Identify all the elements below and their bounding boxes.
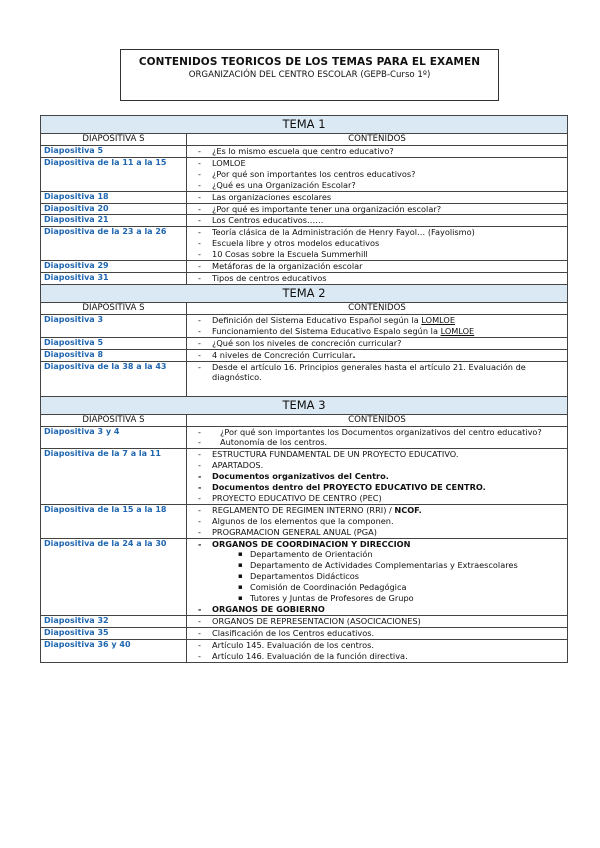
item-underlined: LOMLOE (440, 325, 475, 336)
content-cell (187, 227, 568, 261)
table-row (41, 504, 568, 538)
slide-ref: Diapositiva de la 11 a la 15 (41, 157, 187, 191)
col-contenidos: CONTENIDOS (187, 414, 568, 426)
tema-3-header (41, 396, 568, 414)
table-row (41, 615, 568, 627)
sub-list-item: ▪ Departamento de Actividades Complementarias y Extraescolares (190, 560, 564, 571)
item-bold: NCOF. (394, 504, 422, 515)
column-headers (41, 414, 568, 426)
list-item: - ORGANOS DE COORDINACION Y DIRECCION (190, 539, 564, 550)
column-headers (41, 134, 568, 146)
col-contenidos: CONTENIDOS (187, 134, 568, 146)
table-row (41, 272, 568, 284)
list-item: - Clasificación de los Centros educativos. (190, 628, 564, 639)
content-cell (187, 314, 568, 337)
table-row (41, 146, 568, 158)
document-subtitle: ORGANIZACIÓN DEL CENTRO ESCOLAR (GEPB-Curso 1º) (188, 70, 431, 80)
slide-ref: Diapositiva 3 (41, 314, 187, 337)
col-diapositivas: DIAPOSITIVA S (41, 134, 187, 146)
list-item: - Metáforas de la organización escolar (190, 261, 564, 272)
content-cell (187, 261, 568, 273)
content-cell (187, 146, 568, 158)
list-item (190, 315, 564, 326)
content-cell (187, 361, 568, 396)
list-item: - Las organizaciones escolares (190, 192, 564, 203)
list-item: - ¿Es lo mismo escuela que centro educativo? (190, 146, 564, 157)
slide-ref: Diapositiva 18 (41, 191, 187, 203)
list-item: - Desde el artículo 16. Principios generales hasta el artículo 21. Evaluación de diagnóstico. (190, 362, 564, 384)
content-cell (187, 504, 568, 538)
table-row (41, 261, 568, 273)
item-text: REGLAMENTO DE REGIMEN INTERNO (RRI) / (212, 504, 395, 515)
item-bold: . (352, 349, 356, 360)
sub-list-item: ▪ Departamento de Orientación (190, 549, 564, 560)
list-item: - ¿Por qué es importante tener una organización escolar? (190, 204, 564, 215)
slide-ref: Diapositiva 36 y 40 (41, 639, 187, 662)
content-cell (187, 627, 568, 639)
list-item: - Documentos organizativos del Centro. (190, 471, 564, 482)
table-row (41, 203, 568, 215)
table-row (41, 349, 568, 361)
tema-title: TEMA 3 (41, 396, 568, 414)
sub-list-item: ▪ Comisión de Coordinación Pedagógica (190, 582, 564, 593)
content-cell (187, 157, 568, 191)
table-row (41, 361, 568, 396)
sub-list-item: ▪ Departamentos Didácticos (190, 571, 564, 582)
item-underlined: LOMLOE (421, 314, 456, 325)
tema-1-header (41, 116, 568, 134)
title-box (120, 49, 499, 101)
list-item: - 10 Cosas sobre la Escuela Summerhill (190, 249, 564, 260)
content-cell (187, 215, 568, 227)
tema-2-header (41, 284, 568, 302)
column-headers (41, 302, 568, 314)
list-item: - ORGANOS DE GOBIERNO (190, 604, 564, 615)
item-text: 4 niveles de Concreción Curricular (212, 349, 353, 360)
col-diapositivas: DIAPOSITIVA S (41, 302, 187, 314)
list-item: - APARTADOS. (190, 460, 564, 471)
list-item: - LOMLOE (190, 158, 564, 169)
sub-list (190, 549, 564, 604)
item-text: Definición del Sistema Educativo Español según la (212, 314, 422, 325)
table-row (41, 215, 568, 227)
content-cell (187, 203, 568, 215)
list-item: - ¿Qué son los niveles de concreción curricular? (190, 338, 564, 349)
table-row (41, 627, 568, 639)
slide-ref: Diapositiva 5 (41, 146, 187, 158)
table-row (41, 314, 568, 337)
list-item: - Tipos de centros educativos (190, 273, 564, 284)
slide-ref: Diapositiva 3 y 4 (41, 426, 187, 449)
tema-title: TEMA 1 (41, 116, 568, 134)
slide-ref: Diapositiva 21 (41, 215, 187, 227)
item-text: Funcionamiento del Sistema Educativo Espalo según la (212, 325, 441, 336)
col-contenidos: CONTENIDOS (187, 302, 568, 314)
table-row (41, 191, 568, 203)
slide-ref: Diapositiva de la 23 a la 26 (41, 227, 187, 261)
list-item (190, 350, 564, 361)
list-item: - ESTRUCTURA FUNDAMENTAL DE UN PROYECTO EDUCATIVO. (190, 449, 564, 460)
slide-ref: Diapositiva de la 15 a la 18 (41, 504, 187, 538)
list-item: - Artículo 146. Evaluación de la función directiva. (190, 651, 564, 662)
col-diapositivas: DIAPOSITIVA S (41, 414, 187, 426)
list-item: - ¿Por qué son importantes los centros educativos? (190, 169, 564, 180)
tema-title: TEMA 2 (41, 284, 568, 302)
slide-ref: Diapositiva de la 38 a la 43 (41, 361, 187, 396)
list-item: - PROGRAMACION GENERAL ANUAL (PGA) (190, 527, 564, 538)
sub-list-item: ▪ Tutores y Juntas de Profesores de Grupo (190, 593, 564, 604)
slide-ref: Diapositiva 8 (41, 349, 187, 361)
document-title: CONTENIDOS TEORICOS DE LOS TEMAS PARA EL EXAMEN (138, 56, 481, 68)
table-row (41, 337, 568, 349)
list-item: - Teoría clásica de la Administración de Henry Fayol… (Fayolismo) (190, 227, 564, 238)
list-item: - Los Centros educativos…… (190, 215, 564, 226)
list-item: - ¿Qué es una Organización Escolar? (190, 180, 564, 191)
content-cell (187, 449, 568, 505)
slide-ref: Diapositiva 35 (41, 627, 187, 639)
content-cell (187, 639, 568, 662)
slide-ref: Diapositiva 29 (41, 261, 187, 273)
list-item: - PROYECTO EDUCATIVO DE CENTRO (PEC) (190, 493, 564, 504)
table-row (41, 639, 568, 662)
list-item: - ¿Por qué son importantes los Documentos organizativos del centro educativo? (190, 427, 564, 438)
content-cell (187, 272, 568, 284)
contents-table (40, 115, 568, 663)
slide-ref: Diapositiva 31 (41, 272, 187, 284)
content-cell (187, 349, 568, 361)
content-cell (187, 337, 568, 349)
list-item: - ORGANOS DE REPRESENTACION (ASOCICACIONES) (190, 616, 564, 627)
list-item: - Autonomía de los centros. (190, 437, 564, 448)
content-cell (187, 538, 568, 615)
slide-ref: Diapositiva 20 (41, 203, 187, 215)
table-row (41, 426, 568, 449)
list-item: - Documentos dentro del PROYECTO EDUCATIVO DE CENTRO. (190, 482, 564, 493)
list-item (190, 326, 564, 337)
table-row (41, 227, 568, 261)
slide-ref: Diapositiva 32 (41, 615, 187, 627)
slide-ref: Diapositiva 5 (41, 337, 187, 349)
content-cell (187, 615, 568, 627)
table-row (41, 538, 568, 615)
list-item (190, 505, 564, 516)
table-row (41, 449, 568, 505)
table-row (41, 157, 568, 191)
list-item: - Algunos de los elementos que la componen. (190, 516, 564, 527)
list-item: - Escuela libre y otros modelos educativos (190, 238, 564, 249)
slide-ref: Diapositiva de la 7 a la 11 (41, 449, 187, 505)
list-item: - Artículo 145. Evaluación de los centros. (190, 640, 564, 651)
slide-ref: Diapositiva de la 24 a la 30 (41, 538, 187, 615)
content-cell (187, 191, 568, 203)
content-cell (187, 426, 568, 449)
